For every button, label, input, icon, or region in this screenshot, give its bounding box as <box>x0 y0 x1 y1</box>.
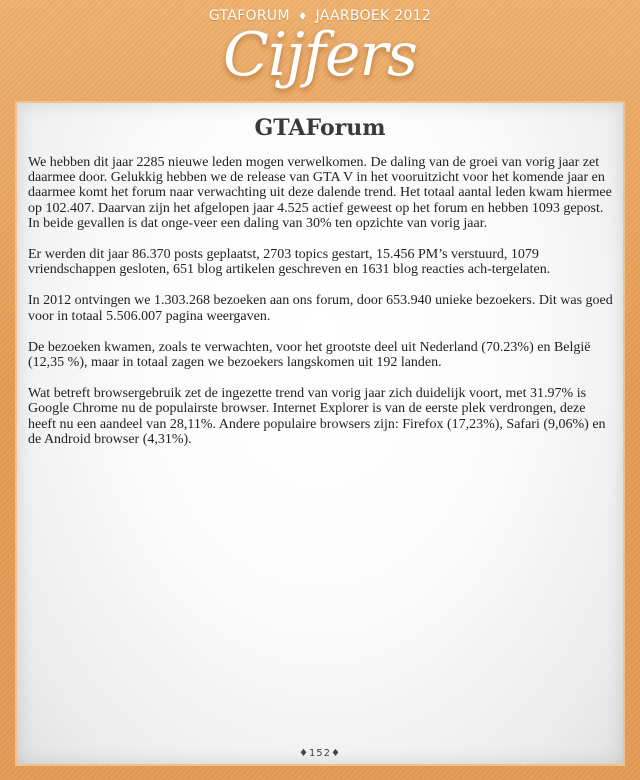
content-panel <box>17 103 623 764</box>
article-body <box>28 155 614 463</box>
header-subtitle-left: GTAFORUM <box>208 8 290 24</box>
header-title: Cijfers <box>223 20 417 90</box>
paragraph-countries: De bezoeken kwamen, zoals te verwachten, voor het grootste deel uit Nederland (70.23%) en België (12,35 %), maar in totaal zagen we bezoekers langskomen uit 192 landen. <box>28 339 591 371</box>
paragraph-browsers: Wat betreft browsergebruik zet de ingezette trend van vorig jaar zich duidelijk voort, met 31.97% is Google Chrome nu de populairste browser. Internet Explorer is van de eerste plek verdrongen, deze heeft nu een aandeel van 28,11%. Andere populaire browsers zijn: Firefox (17,23%), Safari (9,06%) en de Android browser (4,31%). <box>28 386 606 447</box>
article-title: GTAForum <box>254 115 386 141</box>
paragraph-visits: In 2012 ontvingen we 1.303.268 bezoeken aan ons forum, door 653.940 unieke bezoekers. Dit was goed voor in totaal 5.506.007 pagina weergaven. <box>28 293 613 324</box>
page-header <box>0 0 640 100</box>
diamond-separator-icon: ♦ <box>297 10 308 23</box>
paragraph-members: We hebben dit jaar 2285 nieuwe leden mogen verwelkomen. De daling van de groei van vorig jaar zet daarmee door. Gelukkig hebben we de release van GTA V in het vooruitzicht voor het komende jaar en daarmee komt het forum naar verwachting uit deze dalende trend. Het totaal aantal leden kwam hiermee op 102.407. Daarvan zijn het afgelopen jaar 4.525 actief geweest op het forum en hebben 1093 gepost. In beide gevallen is dat onge-veer een daling van 30% ten opzichte van vorig jaar. <box>28 155 612 231</box>
paragraph-activity: Er werden dit jaar 86.370 posts geplaatst, 2703 topics gestart, 15.456 PM’s verstuurd, 1079 vriendschappen gesloten, 651 blog artikelen geschreven en 1631 blog reacties ach-tergelaten. <box>28 247 551 278</box>
page-number: ♦152♦ <box>298 748 342 759</box>
header-subtitle-right: JAARBOEK 2012 <box>315 8 432 24</box>
